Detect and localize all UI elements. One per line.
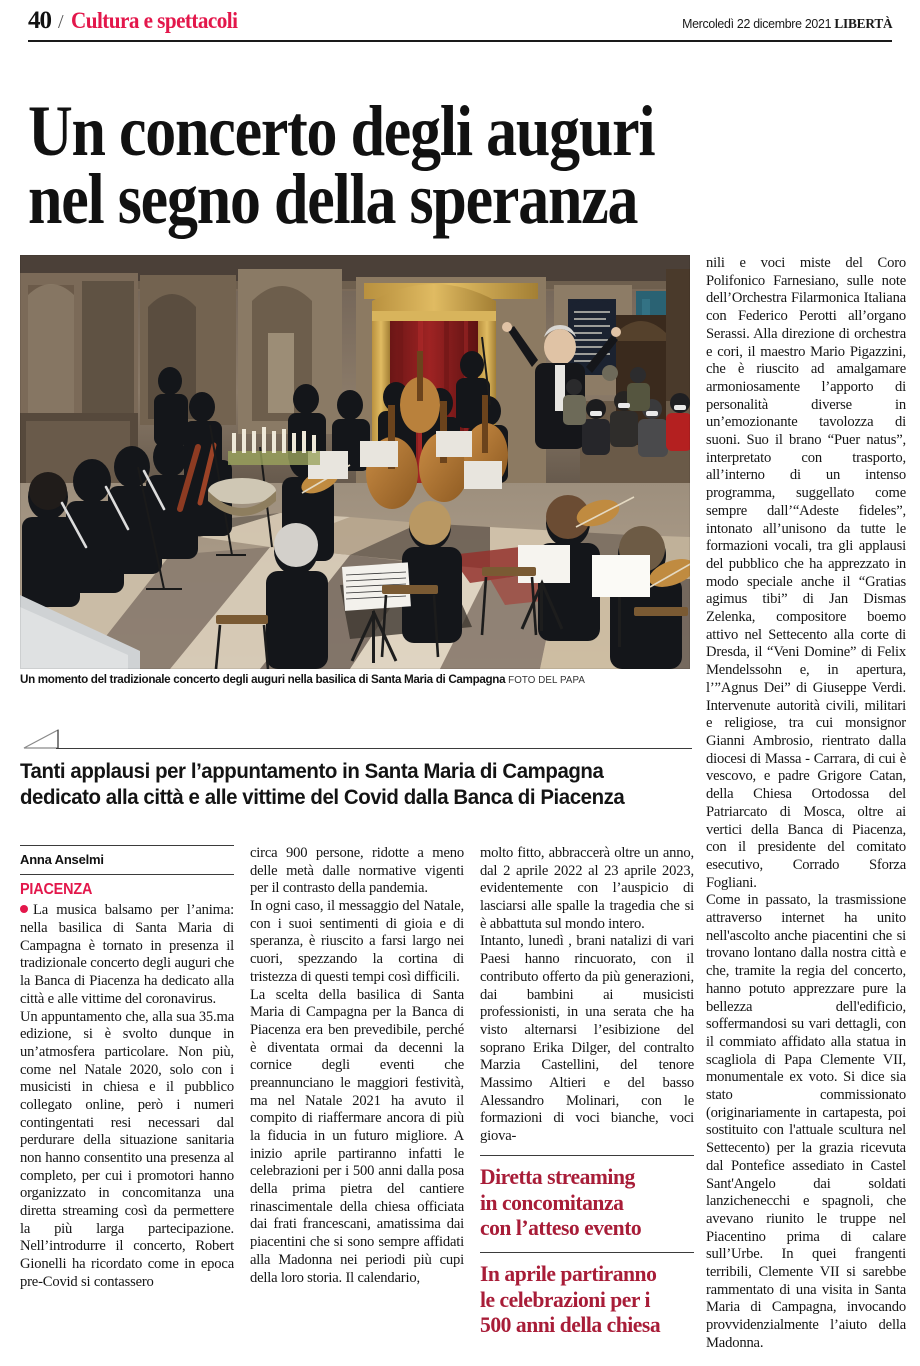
body-column-3: [480, 845, 694, 1146]
masthead-divider: [28, 40, 892, 42]
publication-date: Mercoledì 22 dicembre 2021: [681, 16, 831, 31]
masthead-left: [28, 8, 251, 33]
concert-photo-illustration: [20, 255, 690, 669]
page-title: [28, 91, 785, 239]
corner-flag-icon: [22, 728, 80, 750]
pull-quote-line-2: le celebrazioni per i: [480, 1286, 651, 1312]
paragraph: molto fitto, abbraccerà oltre un anno, dal 2 aprile 2022 al 23 aprile 2023, evidentemente con l’auspicio di lasciarsi alle spalle la tragedia che si è abbattuta sul mondo intero.: [480, 845, 694, 932]
masthead-separator: /: [58, 11, 64, 33]
pull-quote-1: [480, 1155, 694, 1250]
summary-divider: [56, 748, 692, 749]
photo-credit: FOTO DEL PAPA: [508, 675, 585, 686]
article-byline: Anna Anselmi: [20, 852, 104, 868]
paragraph: Come in passato, la trasmissione attraverso internet ha unito nell'ascolto anche piacentini che si trovano lontano dalla nostra città e che, tramite la regia del concerto, hanno potuto apprezzare pure la bellezza dell'edificio, soffermandosi su vari dettagli, con il commiato affidato alla statua in scagliola di Papa Clemente VII, monumentale ex voto. Si dice sia stato commissionato (originariamente in cartapesta, poi sostituito con l'attuale scultura nel Settecento) per la grazia ricevuta dal Pontefice assediato in Castel Sant'Angelo dai soldati lanzichenecchi e spagnoli, che avevano riunito le truppe nel Piacentino prima di calare sull’Urbe. In quei frangenti terribili, Clemente VII si sarebbe rammentato di una visita in Santa Maria di Campagna, invocando provvidenzialmente l’aiuto della Madonna.: [706, 892, 906, 1351]
page-folio-number: 40: [28, 7, 51, 34]
paragraph: Un appuntamento che, alla sua 35.ma edizione, si è svolto dunque in un’atmosfera particolare. Non più, come nel Natale 2020, solo con i musicisti in chiesa e il pubblico collegato online, però i numeri contingentati resi necessari dal perdurare della situazione sanitaria non hanno consentito una presenza al completo, per cui i promotori hanno organizzato in concomitanza una diretta streaming così da permettere la più larga partecipazione. Nell’introdurre il concerto, Robert Gionelli ha ricordato come in epoca pre-Covid si contassero: [20, 1008, 234, 1290]
paragraph: In ogni caso, il messaggio del Natale, con i suoi sentimenti di gioia e di speranza, è riuscito a farsi largo nei cuori, spezzando la cortina di tristezza di questi tempi così difficili.: [250, 898, 464, 985]
article-dateline: PIACENZA: [20, 881, 93, 899]
headline-line-1: Un concerto degli auguri: [28, 91, 655, 172]
masthead: [28, 8, 892, 38]
subheadline-line-2: dedicato alla città e alle vittime del Covid dalla Banca di Piacenza: [20, 785, 625, 809]
pull-quote-text: [480, 1156, 685, 1249]
pull-quote-line-1: In aprile partiranno: [480, 1261, 657, 1287]
publication-name: LIBERTÀ: [833, 17, 892, 32]
photo-caption: [20, 672, 652, 686]
paragraph: nili e voci miste del Coro Polifonico Farnesiano, sulle note dell’Orchestra Filarmonica Italiana con Federico Perotti all’organo Serassi. Alla direzione di orchestra e cori, il maestro Mario Pigazzini, che è riuscito ad amalgamare armoniosamente l’apporto di personalità diverse in un’emozionante tavolozza di suoni. Suo il brano “Puer natus”, interpretato con trasporto, all’interno di un intenso programma, suggellato come sempre dall’“Adeste fideles”, intonato all’unisono da tutte le formazioni vocali, tra gli applausi del pubblico che ha apprezzato in modo speciale anche il “Gratias agimus tibi” di Jan Dismas Zelenka, compositore boemo attivo nel Settecento alla corte di Dresda, il “Veni Domine” di Felix Mendelssohn e, in apertura, l’”Agnus Dei” di Giuseppe Verdi. Intervenute autorità civili, militari e religiose, tra cui monsignor Gianni Ambrosio, rientrato dalla diocesi di Massa - Carrara, di cui è vescovo, e padre Grigore Catan, della Chiesa Ortodossa del Patriarcato di Mosca, oltre ai vertici della Banca di Piacenza, con il presidente del comitato esecutivo, Corrado Sforza Fogliani.: [706, 255, 906, 891]
pull-quote-line-3: con l’atteso evento: [480, 1215, 642, 1241]
byline-rule-bottom: [20, 874, 234, 875]
headline-line-2: nel segno della speranza: [28, 158, 638, 239]
body-column-4: [706, 255, 906, 1353]
paragraph: Intanto, lunedì , brani natalizi di vari Paesi hanno rincuorato, con il contributo offerto da più generazioni, dai bambini ai musicisti professionisti, in una serata che ha visto alternarsi l’esibizione del soprano Erika Dilger, del contralto Marzia Castellini, del tenore Massimo Altieri e del basso Alessandro Molinari, con le formazioni di voci bianche, voci giova-: [480, 933, 694, 1144]
paragraph: [20, 902, 234, 1008]
byline-rule-top: [20, 845, 234, 846]
paragraph: La scelta della basilica di Santa Maria di Campagna per la Banca di Piacenza era ben prevedibile, perché è diventata ormai da decenni la cornice degli eventi che preannunciano le maggiori festività, ma nel Natale 2021 ha avuto il compito di riaffermare ancora di più la fiducia in un futuro migliore. A inizio aprile partiranno infatti le celebrazioni per i 500 anni dalla posa della prima pietra del cantiere rinascimentale della chiesa officiata dai frati francescani, amatissima dai piacentini che si sono sempre affidati alla Madonna nei periodi più cupi della loro storia. Il calendario,: [250, 986, 464, 1286]
masthead-right: [682, 16, 892, 33]
body-column-2: [250, 845, 464, 1287]
pull-quote-line-2: in concomitanza: [480, 1189, 624, 1215]
lead-bullet-icon: [20, 905, 28, 913]
subheadline-line-1: Tanti applausi per l’appuntamento in Santa Maria di Campagna: [20, 759, 604, 783]
paragraph-text: La musica balsamo per l’anima: nella basilica di Santa Maria di Campagna è tornato in presenza il tradizionale concerto degli auguri che la Banca di Piacenza ha dedicato alla città e alle vittime del coronavirus.: [20, 902, 234, 1007]
pull-quote-line-3: 500 anni della chiesa: [480, 1312, 661, 1338]
pull-quote-text: [480, 1253, 685, 1346]
section-title: Cultura e spettacoli: [70, 8, 238, 33]
pull-quote-2: [480, 1252, 694, 1347]
paragraph: circa 900 persone, ridotte a meno delle metà dalle normative vigenti per il contrasto della pandemia.: [250, 845, 464, 897]
photo-caption-text: Un momento del tradizionale concerto degli auguri nella basilica di Santa Maria di Campagna: [20, 672, 506, 686]
body-column-1: [20, 845, 234, 1292]
article-photo: [20, 255, 690, 669]
article-subheadline: [20, 758, 666, 810]
pull-quote-line-1: Diretta streaming: [480, 1164, 635, 1190]
